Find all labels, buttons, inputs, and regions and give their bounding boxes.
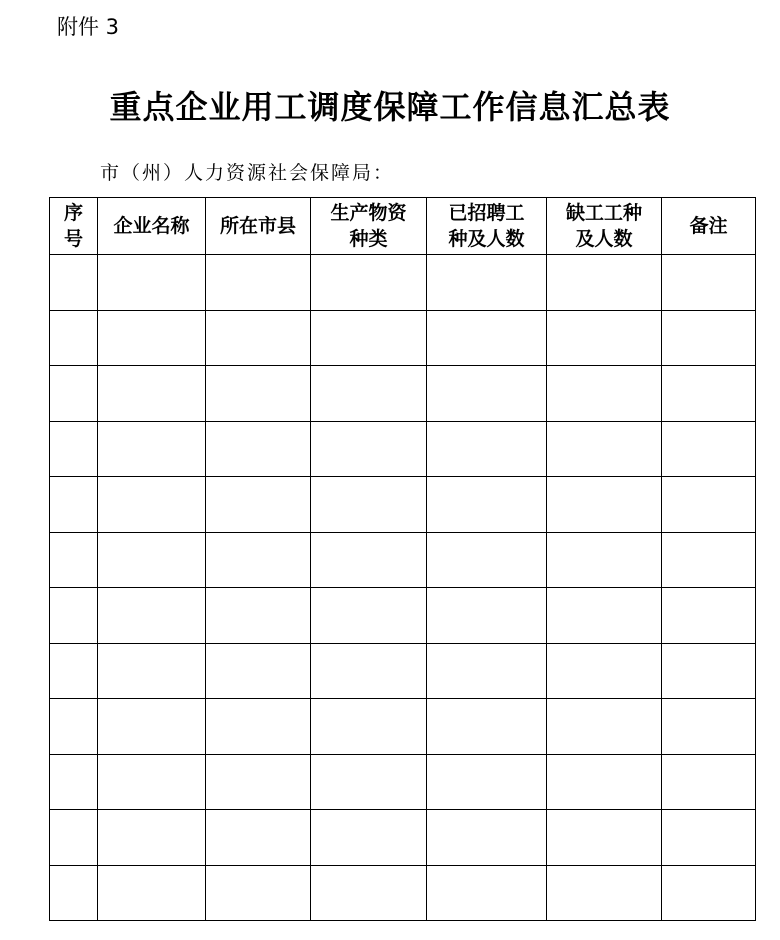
- table-cell[interactable]: [662, 421, 756, 477]
- table-row: [50, 699, 756, 755]
- column-header-line: 种及人数: [448, 228, 525, 250]
- table-cell[interactable]: [662, 643, 756, 699]
- table-cell[interactable]: [50, 754, 98, 810]
- column-header-company-name: [98, 198, 206, 255]
- table-cell[interactable]: [50, 699, 98, 755]
- table-cell[interactable]: [311, 810, 427, 866]
- table-row: [50, 865, 756, 921]
- table-cell[interactable]: [50, 532, 98, 588]
- table-cell[interactable]: [98, 810, 206, 866]
- table-row: [50, 366, 756, 422]
- table-cell[interactable]: [547, 532, 662, 588]
- column-header-line: 备注: [689, 215, 728, 237]
- table-row: [50, 532, 756, 588]
- table-cell[interactable]: [311, 643, 427, 699]
- column-header-line: 号: [63, 228, 83, 250]
- column-header-line: 生产物资: [330, 202, 407, 224]
- table-cell[interactable]: [50, 588, 98, 644]
- table-row: [50, 477, 756, 533]
- table-cell[interactable]: [98, 865, 206, 921]
- table-cell[interactable]: [98, 699, 206, 755]
- column-header-location: [206, 198, 311, 255]
- table-cell[interactable]: [206, 643, 311, 699]
- table-cell[interactable]: [662, 366, 756, 422]
- table-cell[interactable]: [427, 810, 547, 866]
- table-cell[interactable]: [98, 421, 206, 477]
- column-header-line: 序: [63, 202, 83, 224]
- table-cell[interactable]: [547, 588, 662, 644]
- table-cell[interactable]: [547, 477, 662, 533]
- table-cell[interactable]: [427, 699, 547, 755]
- table-cell[interactable]: [98, 754, 206, 810]
- recipient-line: 市（州）人力资源社会保障局：: [100, 162, 395, 184]
- table-row: [50, 310, 756, 366]
- table-cell[interactable]: [50, 255, 98, 311]
- table-cell[interactable]: [206, 421, 311, 477]
- table-cell[interactable]: [311, 366, 427, 422]
- table-cell[interactable]: [50, 865, 98, 921]
- table-cell[interactable]: [427, 366, 547, 422]
- table-cell[interactable]: [547, 421, 662, 477]
- table-body: [50, 255, 756, 921]
- table-cell[interactable]: [311, 532, 427, 588]
- table-cell[interactable]: [427, 754, 547, 810]
- table-cell[interactable]: [662, 754, 756, 810]
- column-header-line: 缺工工种: [565, 202, 642, 224]
- table-cell[interactable]: [206, 754, 311, 810]
- table-cell[interactable]: [662, 810, 756, 866]
- table-row: [50, 421, 756, 477]
- table-cell[interactable]: [662, 532, 756, 588]
- table-cell[interactable]: [311, 754, 427, 810]
- table-cell[interactable]: [206, 865, 311, 921]
- table-cell[interactable]: [98, 532, 206, 588]
- table-cell[interactable]: [662, 310, 756, 366]
- table-row: [50, 255, 756, 311]
- table-cell[interactable]: [427, 588, 547, 644]
- table-cell[interactable]: [206, 810, 311, 866]
- table-cell[interactable]: [547, 810, 662, 866]
- table-cell[interactable]: [311, 421, 427, 477]
- table-cell[interactable]: [50, 810, 98, 866]
- table-row: [50, 643, 756, 699]
- table-cell[interactable]: [206, 477, 311, 533]
- table-cell[interactable]: [311, 699, 427, 755]
- table-row: [50, 810, 756, 866]
- table-cell[interactable]: [662, 699, 756, 755]
- summary-table: [49, 197, 756, 921]
- column-header-line: 种类: [349, 228, 388, 250]
- table-cell[interactable]: [427, 532, 547, 588]
- table-cell[interactable]: [50, 643, 98, 699]
- table-cell[interactable]: [547, 699, 662, 755]
- table-cell[interactable]: [206, 588, 311, 644]
- table-cell[interactable]: [427, 477, 547, 533]
- attachment-label: 附件 3: [57, 15, 120, 39]
- table-cell[interactable]: [547, 255, 662, 311]
- table-cell[interactable]: [98, 588, 206, 644]
- table-cell[interactable]: [662, 255, 756, 311]
- table-cell[interactable]: [311, 255, 427, 311]
- table-cell[interactable]: [547, 643, 662, 699]
- table-cell[interactable]: [311, 477, 427, 533]
- table-cell[interactable]: [50, 477, 98, 533]
- column-header-shortage: [547, 198, 662, 255]
- column-header-index: [50, 198, 98, 255]
- table-cell[interactable]: [206, 532, 311, 588]
- table-cell[interactable]: [311, 310, 427, 366]
- table-cell[interactable]: [547, 865, 662, 921]
- table-cell[interactable]: [98, 477, 206, 533]
- table-row: [50, 754, 756, 810]
- table-cell[interactable]: [311, 588, 427, 644]
- table-cell[interactable]: [427, 865, 547, 921]
- table-cell[interactable]: [98, 366, 206, 422]
- table-cell[interactable]: [50, 366, 98, 422]
- table-cell[interactable]: [98, 643, 206, 699]
- table-cell[interactable]: [206, 310, 311, 366]
- table-header-row: [50, 198, 756, 255]
- table-cell[interactable]: [427, 310, 547, 366]
- table-cell[interactable]: [427, 255, 547, 311]
- table-cell[interactable]: [50, 310, 98, 366]
- column-header-material-type: [311, 198, 427, 255]
- column-header-line: 及人数: [575, 228, 633, 250]
- table-cell[interactable]: [98, 310, 206, 366]
- column-header-line: 所在市县: [219, 215, 296, 237]
- table-cell[interactable]: [547, 754, 662, 810]
- table-cell[interactable]: [311, 865, 427, 921]
- column-header-recruited: [427, 198, 547, 255]
- table-cell[interactable]: [662, 588, 756, 644]
- table-cell[interactable]: [206, 699, 311, 755]
- column-header-line: 已招聘工: [448, 202, 525, 224]
- table-cell[interactable]: [547, 310, 662, 366]
- page-title: 重点企业用工调度保障工作信息汇总表: [109, 88, 671, 126]
- table-cell[interactable]: [662, 477, 756, 533]
- table-cell[interactable]: [50, 421, 98, 477]
- table-cell[interactable]: [547, 366, 662, 422]
- table-cell[interactable]: [206, 255, 311, 311]
- column-header-line: 企业名称: [113, 215, 190, 237]
- table-cell[interactable]: [662, 865, 756, 921]
- table-cell[interactable]: [427, 643, 547, 699]
- table-cell[interactable]: [427, 421, 547, 477]
- column-header-remarks: [662, 198, 756, 255]
- table-row: [50, 588, 756, 644]
- table-cell[interactable]: [206, 366, 311, 422]
- table-cell[interactable]: [98, 255, 206, 311]
